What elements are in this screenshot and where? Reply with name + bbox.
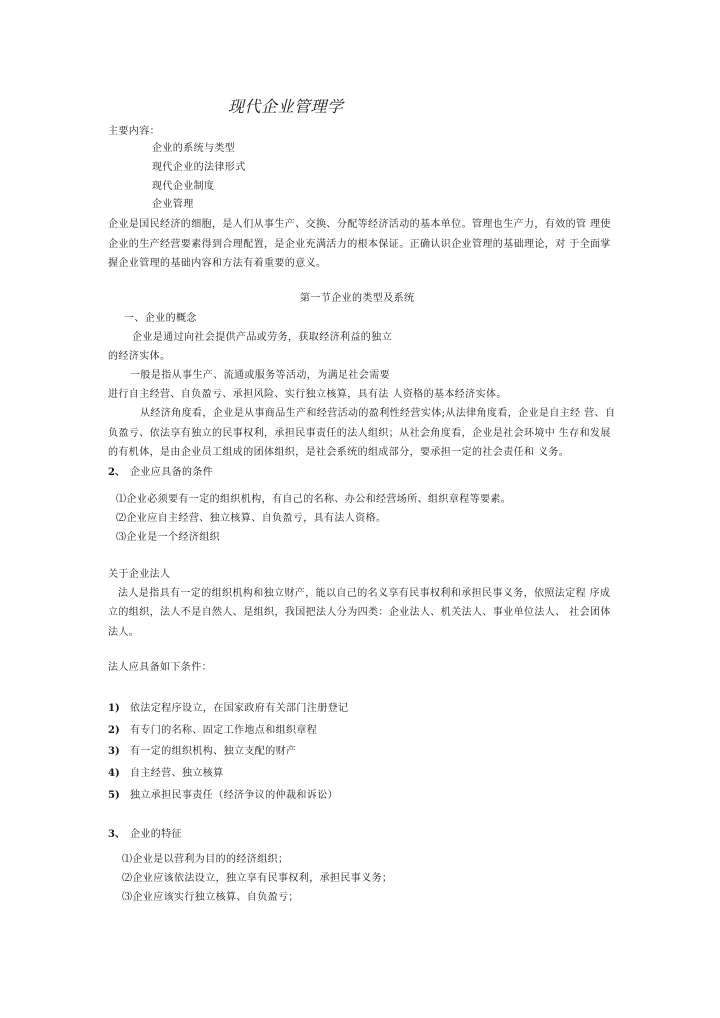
features-heading: 企业的特征 xyxy=(130,829,182,840)
feature-item: ⑵企业应该依法设立，独立享有民事权利，承担民事义务； xyxy=(122,873,393,884)
concept-line: 一般是指从事生产、流通或服务等活动，为满足社会需要 xyxy=(130,370,390,381)
feature-item: ⑶企业应该实行独立核算、自负盈亏； xyxy=(122,892,299,903)
legal-condition-number: 4) xyxy=(108,768,120,779)
intro-line: 企业的生产经营要素得到合理配置，是企业充满活力的根本保证。正确认识企业管理的基础理论，对 于全面掌 xyxy=(108,239,611,250)
concept-line: 负盈亏、依法享有独立的民事权利，承担民事责任的法人组织；从社会角度看，企业是社会环境中 生存和发展 xyxy=(108,428,611,439)
main-content-label: 主要内容： xyxy=(108,126,160,137)
features-number: 3、 xyxy=(108,829,125,840)
legal-condition-number: 2) xyxy=(108,725,120,736)
feature-item: ⑴企业是以营利为目的的经济组织； xyxy=(122,854,289,865)
main-content-item: 现代企业的法律形式 xyxy=(152,162,246,173)
legal-person-line: 立的组织，法人不是自然人、是组织，我国把法人分为四类：企业法人、机关法人、事业单位法人、 社会团体 xyxy=(108,607,611,618)
legal-condition-number: 5) xyxy=(108,790,120,801)
intro-line: 握企业管理的基础内容和方法有着重要的意义。 xyxy=(108,258,327,269)
main-content-item: 企业管理 xyxy=(152,199,194,210)
concept-line: 的经济实体。 xyxy=(108,351,171,362)
legal-person-line: 法人。 xyxy=(108,627,140,638)
section-title: 第一节企业的类型及系统 xyxy=(300,293,415,304)
concept-line: 进行自主经营、自负盈亏、承担风险、实行独立核算，具有法 人资格的基本经济实体。 xyxy=(108,389,507,400)
condition-item: ⑵企业应自主经营、独立核算、自负盈亏，具有法人资格。 xyxy=(116,513,387,524)
legal-condition-text: 有专门的名称、固定工作地点和组织章程 xyxy=(130,725,318,736)
intro-line: 企业是国民经济的细胞，是人们从事生产、交换、分配等经济活动的基本单位。管理也生产力，有效的管 理使 xyxy=(108,219,611,230)
concept-line: 企业是通过向社会提供产品或劳务，获取经济利益的独立 xyxy=(132,332,392,343)
main-content-item: 企业的系统与类型 xyxy=(152,143,236,154)
concept-line: 的有机体，是由企业员工组成的团体组织，是社会系统的组成部分，要承担一定的社会责任和 义务。 xyxy=(108,447,570,458)
condition-item: ⑶企业是一个经济组织 xyxy=(116,532,220,543)
legal-condition-number: 1) xyxy=(108,703,120,714)
legal-condition-number: 3) xyxy=(108,746,120,757)
document-title: 现代企业管理学 xyxy=(228,97,344,116)
legal-condition-text: 独立承担民事责任（经济争议的仲裁和诉讼） xyxy=(130,790,338,801)
concept-heading: 一、企业的概念 xyxy=(124,313,197,324)
legal-condition-text: 依法定程序设立，在国家政府有关部门注册登记 xyxy=(130,703,349,714)
legal-person-line: 法人是指具有一定的组织机构和独立财产，能以自己的名义享有民事权利和承担民事义务，依照法定程 序成 xyxy=(118,588,611,599)
condition-item: ⑴企业必须要有一定的组织机构，有自己的名称、办公和经营场所、组织章程等要素。 xyxy=(116,494,512,505)
legal-condition-text: 自主经营、独立核算 xyxy=(130,768,224,779)
legal-person-heading: 关于企业法人 xyxy=(108,569,171,580)
conditions-heading: 企业应具备的条件 xyxy=(130,467,214,478)
conditions-number: 2、 xyxy=(108,467,125,478)
concept-line: 从经济角度看，企业是从事商品生产和经营活动的盈利性经营实体;从法律角度看，企业是自主经 营、自 xyxy=(140,408,616,419)
main-content-item: 现代企业制度 xyxy=(152,181,215,192)
legal-condition-text: 有一定的组织机构、独立支配的财产 xyxy=(130,746,297,757)
legal-conditions-label: 法人应具备如下条件： xyxy=(108,662,212,673)
